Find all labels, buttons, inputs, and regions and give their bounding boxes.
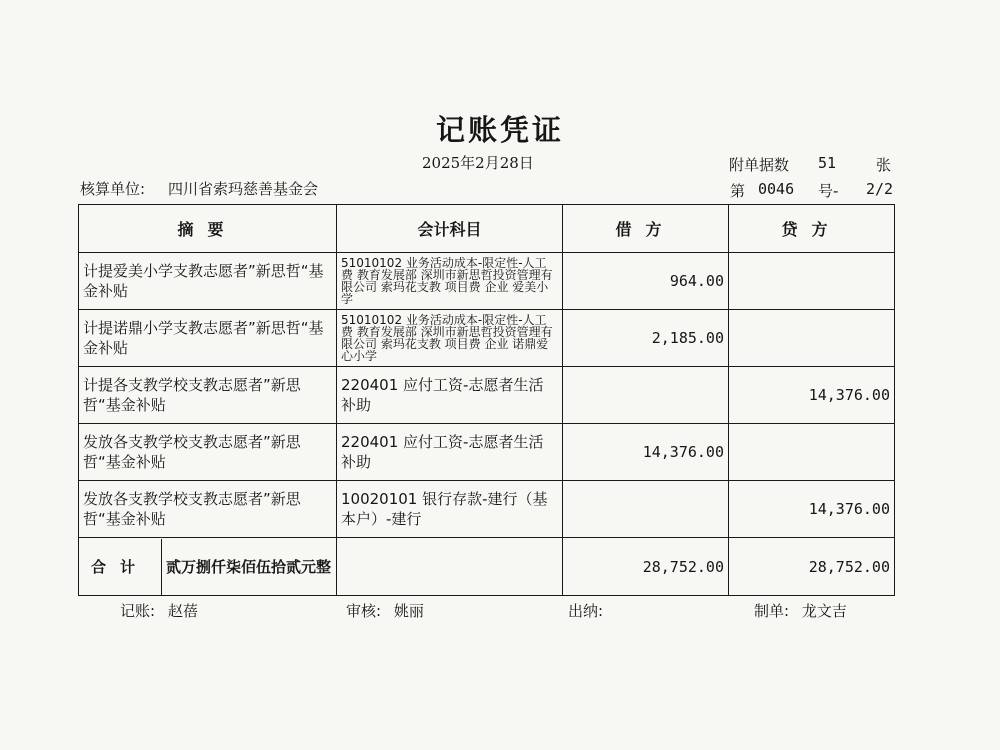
header-credit: 贷方 — [729, 205, 895, 253]
cashier-signature — [568, 600, 611, 621]
accounting-unit-value: 四川省索玛慈善基金会 — [168, 180, 319, 198]
preparer-label: 制单: — [754, 602, 790, 620]
row-credit — [729, 253, 895, 310]
table-row — [79, 367, 895, 424]
preparer-name: 龙文吉 — [801, 602, 847, 620]
row-credit — [729, 424, 895, 481]
row-debit: 2,185.00 — [563, 310, 729, 367]
table-row — [79, 253, 895, 310]
row-account: 10020101 银行存款-建行（基本户）-建行 — [337, 481, 563, 538]
row-account: 220401 应付工资-志愿者生活补助 — [337, 367, 563, 424]
row-debit: 964.00 — [563, 253, 729, 310]
total-account-empty — [337, 538, 563, 596]
table-row — [79, 310, 895, 367]
row-account: 51010102 业务活动成本-限定性-人工费 教育发展部 深圳市新思哲投资管理有限公司 索玛花支教 项目费 企业 爱美小学 — [337, 253, 563, 310]
attachment-unit: 张 — [876, 156, 892, 174]
voucher-number-prefix: 第 — [730, 182, 746, 200]
voucher-table — [78, 204, 895, 596]
accounting-unit-label: 核算单位: — [80, 180, 146, 198]
row-credit: 14,376.00 — [729, 481, 895, 538]
row-debit — [563, 481, 729, 538]
header-summary: 摘要 — [79, 205, 337, 253]
total-credit: 28,752.00 — [729, 538, 895, 596]
preparer-signature — [754, 600, 847, 621]
row-summary: 发放各支教学校支教志愿者”新思哲“基金补贴 — [79, 481, 337, 538]
row-summary: 计提爱美小学支教志愿者”新思哲“基金补贴 — [79, 253, 337, 310]
reviewer-label: 审核: — [346, 602, 382, 620]
table-row — [79, 481, 895, 538]
row-credit: 14,376.00 — [729, 367, 895, 424]
reviewer-name: 姚丽 — [393, 602, 424, 620]
header-debit: 借方 — [563, 205, 729, 253]
cashier-label: 出纳: — [568, 602, 604, 620]
total-cell — [79, 538, 337, 596]
row-credit — [729, 310, 895, 367]
row-debit: 14,376.00 — [563, 424, 729, 481]
bookkeeper-signature — [120, 600, 198, 621]
voucher-date: 2025年2月28日 — [422, 154, 534, 172]
attachment-label: 附单据数 — [729, 156, 790, 174]
attachment-count: 51 — [818, 154, 837, 172]
bookkeeper-label: 记账: — [120, 602, 156, 620]
row-summary: 计提各支教学校支教志愿者”新思哲“基金补贴 — [79, 367, 337, 424]
row-summary: 发放各支教学校支教志愿者”新思哲“基金补贴 — [79, 424, 337, 481]
total-debit: 28,752.00 — [563, 538, 729, 596]
table-row — [79, 424, 895, 481]
page-title: 记账凭证 — [435, 113, 564, 147]
voucher-number-suffix: 号- — [818, 182, 839, 200]
reviewer-signature — [346, 600, 424, 621]
row-debit — [563, 367, 729, 424]
header-account: 会计科目 — [337, 205, 563, 253]
table-header-row — [79, 205, 895, 253]
total-label: 合计 — [90, 558, 149, 576]
total-amount-in-words: 贰万捌仟柒佰伍拾贰元整 — [166, 558, 332, 576]
row-account: 220401 应付工资-志愿者生活补助 — [337, 424, 563, 481]
bookkeeper-name: 赵蓓 — [167, 602, 198, 620]
voucher-page: 2/2 — [866, 180, 894, 198]
voucher-number: 0046 — [758, 180, 795, 198]
row-summary: 计提诺鼎小学支教志愿者”新思哲“基金补贴 — [79, 310, 337, 367]
row-account: 51010102 业务活动成本-限定性-人工费 教育发展部 深圳市新思哲投资管理有限公司 索玛花支教 项目费 企业 诺鼎爱心小学 — [337, 310, 563, 367]
total-row — [79, 538, 895, 596]
